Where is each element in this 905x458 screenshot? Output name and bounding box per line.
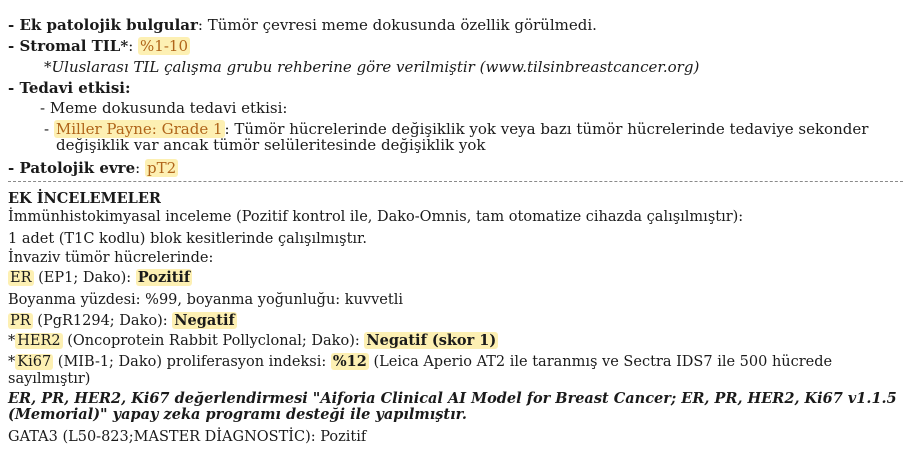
patolojik-evre-value: pT2 xyxy=(146,159,177,177)
her2-result: Negatif (skor 1) xyxy=(366,332,497,349)
er-name: ER xyxy=(10,270,32,286)
patolojik-evre-line xyxy=(8,159,178,177)
blok-line: 1 adet (T1C kodlu) blok kesitlerinde çalışılmıştır. xyxy=(8,231,367,247)
ki67-line xyxy=(8,353,832,371)
ki67-tail: (Leica Aperio AT2 ile taranmış ve Sectra IDS7 ile 500 hücrede xyxy=(373,354,833,370)
ek-bulgular-text: : Tümör çevresi meme dokusunda özellik görülmedi. xyxy=(197,16,597,34)
tedavi-etkisi-sub: - Meme dokusunda tedavi etkisi: xyxy=(40,99,288,117)
ki67-value: %12 xyxy=(332,353,367,370)
invaziv-line: İnvaziv tümör hücrelerinde: xyxy=(8,250,214,266)
miller-payne-desc: : Tümör hücrelerinde değişiklik yok veya bazı tümör hücrelerinde tedaviye sekonder xyxy=(224,120,869,138)
ek-incelemeler-title: EK İNCELEMELER xyxy=(8,190,161,207)
pr-name: PR xyxy=(10,313,31,329)
ihk-line: İmmünhistokimyasal inceleme (Pozitif kontrol ile, Dako-Omnis, tam otomatize cihazda çalışılmıştır): xyxy=(8,209,744,225)
ai-note-line-1: ER, PR, HER2, Ki67 değerlendirmesi "Aiforia Clinical AI Model for Breast Cancer; ER, PR, HER2, Ki67 v1.1.5 xyxy=(8,390,897,407)
patolojik-evre-label: - Patolojik evre xyxy=(8,159,136,177)
her2-detail: (Oncoprotein Rabbit Pollyclonal; Dako): xyxy=(67,333,360,349)
ki67-detail: (MIB-1; Dako) proliferasyon indeksi: xyxy=(57,354,327,370)
miller-payne-desc-cont: değişiklik var ancak tümör selüleritesinde değişiklik yok xyxy=(56,136,486,154)
her2-line xyxy=(8,332,498,350)
ek-bulgular-line xyxy=(8,16,597,34)
pr-detail: (PgR1294; Dako): xyxy=(37,313,168,329)
miller-payne-dash: - xyxy=(44,120,50,138)
ek-bulgular-label: - Ek patolojik bulgular xyxy=(8,16,198,34)
ki67-name: Ki67 xyxy=(17,354,52,370)
er-detail: (EP1; Dako): xyxy=(38,270,132,286)
pr-result: Negatif xyxy=(174,312,235,329)
stromal-til-label: - Stromal TIL* xyxy=(8,37,129,55)
section-divider xyxy=(8,181,903,182)
ai-note-line-2: (Memorial)" yapay zeka programı desteği ile yapılmıştır. xyxy=(8,406,467,423)
ki67-star: * xyxy=(8,354,16,370)
tedavi-etkisi-label: - Tedavi etkisi: xyxy=(8,79,131,97)
gata3-line: GATA3 (L50-823;MASTER DİAGNOSTİC): Pozitif xyxy=(8,429,367,445)
stromal-til-colon: : xyxy=(128,37,134,55)
ki67-tail-cont: sayılmıştır) xyxy=(8,371,91,387)
stromal-til-value: %1-10 xyxy=(140,37,188,55)
er-result: Pozitif xyxy=(137,269,191,286)
patolojik-evre-colon: : xyxy=(135,159,141,177)
her2-star: * xyxy=(8,333,16,349)
stromal-til-line xyxy=(8,37,190,55)
miller-payne-grade: Miller Payne: Grade 1 xyxy=(55,120,223,138)
boyanma-line: Boyanma yüzdesi: %99, boyanma yoğunluğu: kuvvetli xyxy=(8,292,403,308)
her2-name: HER2 xyxy=(17,333,61,349)
til-footnote: *Uluslarası TIL çalışma grubu rehberine göre verilmiştir (www.tilsinbreastcancer.org) xyxy=(44,58,700,76)
pr-line xyxy=(8,312,237,330)
er-line xyxy=(8,269,192,287)
